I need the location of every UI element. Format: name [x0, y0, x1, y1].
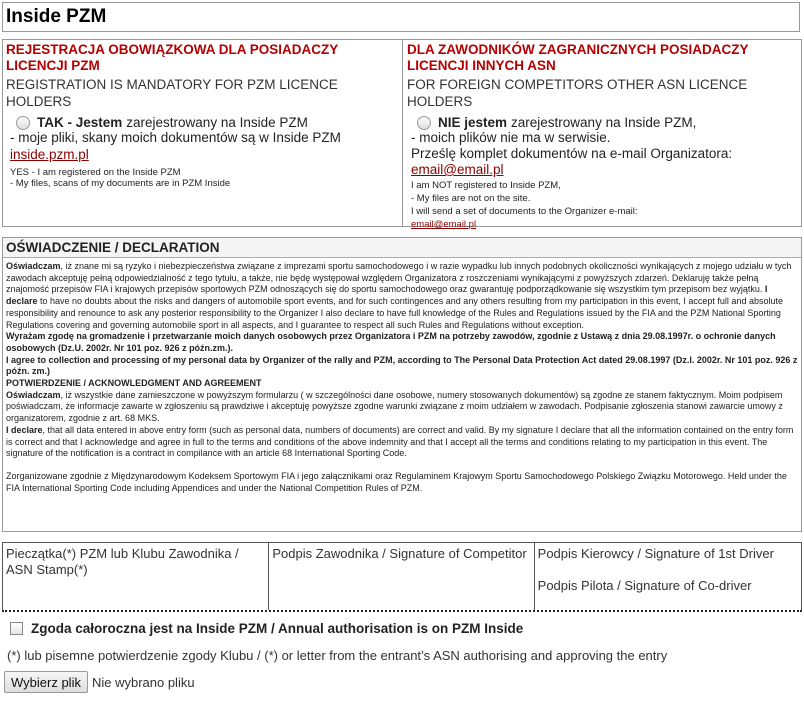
- declaration-consent-polish: Wyrażam zgodę na gromadzenie i przetwarzanie moich danych osobowych przez Organizatora i PZM na potrzeby zawodów, zgodnie z Ustawą z dnia 29.08.1997r. o ochronie danych osobowych (Dz.U. 2002r. Nr 101 poz. 926 z późn.zm.).: [6, 331, 776, 353]
- registered-no-radio[interactable]: [417, 116, 431, 130]
- registration-pzm-title: REJESTRACJA OBOWIĄZKOWA DLA POSIADACZY LICENCJI PZM: [6, 42, 339, 73]
- asn-letter-note: (*) lub pisemne potwierdzenie zgody Klubu / (*) or letter from the entrant’s ASN authorising and approving the entry: [7, 648, 668, 663]
- inside-pzm-link[interactable]: inside.pzm.pl: [10, 147, 89, 162]
- registration-foreign-subtitle: FOR FOREIGN COMPETITORS OTHER ASN LICENCE HOLDERS: [407, 77, 748, 109]
- page-title: Inside PZM: [6, 6, 107, 27]
- declaration-paragraph-data-english: I declare, that all data entered in above entry form (such as personal data, numbers of documents) are correct and valid. By my signature I declare that all the information contained on the entry form is correct and that I acknowledge and agree in full to the terms and conditions of the above indemnity and that I accept all the terms and conditions relating to my participation in this event. The signature of the notification is a contract in compilance with an article 68 International Sporting Code.: [6, 424, 794, 459]
- registration-pzm-subtitle: REGISTRATION IS MANDATORY FOR PZM LICENCE HOLDERS: [6, 77, 338, 109]
- registration-pzm-column: [3, 40, 402, 226]
- file-status: Nie wybrano pliku: [91, 674, 195, 690]
- registered-yes-option[interactable]: [6, 115, 399, 130]
- registered-yes-radio[interactable]: [16, 116, 30, 130]
- annual-authorisation-checkbox[interactable]: [10, 622, 23, 635]
- header-bar: [2, 2, 800, 32]
- organizer-email-link[interactable]: email@email.pl: [411, 162, 504, 177]
- declaration-box: [2, 237, 802, 532]
- registration-foreign-title: DLA ZAWODNIKÓW ZAGRANICZNYCH POSIADACZY LICENCJI INNYCH ASN: [407, 42, 749, 73]
- signature-table: [2, 542, 802, 612]
- registration-foreign-column: [402, 40, 801, 230]
- annual-authorisation-label: Zgoda całoroczna jest na Inside PZM / Annual authorisation is on PZM Inside: [31, 621, 524, 636]
- file-upload: [4, 671, 195, 693]
- declaration-consent-english: I agree to collection and processing of my personal data by Organizer of the rally and PZM, according to The Personal Data Protection Act dated 29.08.1997 (Dz.l. 2002r. Nr 101 poz. 926 z późn. zm.): [6, 354, 798, 377]
- declaration-paragraph-risk: Oświadczam, iż znane mi są ryzyko i niebezpieczeństwa związane z imprezami sportu samochodowego i w razie wypadku lub innych podobnych okoliczności wynikających z mojego udziału w tych zawodach akceptuję pełną odpowiedzialność z tego tytułu, a także, nie będę występował względem Organizatora z roszczeniami wynikającymi z powyższych zdarzeń. Deklaruję także pełną znajomość przepisów FIA i krajowych przepisów sportowych PZM odnoszących się do sportu samochodowego oraz gwarantuję podporządkowanie się wszystkim tym przepisom bez wyjątku. I declare to have no doubts about the risks and dangers of automobile sport events, and for such contingences and any others resulting from my participation in this event, I accept full and absolute responsibility and renounce to ask any posterior responsibility to the Organizer I also declare to have full knowledge of the Rules and Regulations issued by the FIA and the PZM National Sporting Regulations covering and governing automobile sport in all aspects, and I guarantee to respect all such Rules and Regulations without exception.: [6, 261, 792, 330]
- declaration-title: OŚWIADCZENIE / DECLARATION: [3, 238, 801, 258]
- annual-authorisation[interactable]: [10, 621, 523, 636]
- first-driver-signature-label: Podpis Kierowcy / Signature of 1st Driver: [537, 546, 774, 561]
- yes-files-english: - My files, scans of my documents are in PZM Inside: [10, 178, 231, 189]
- organizer-email-small-link[interactable]: email@email.pl: [411, 219, 477, 230]
- declaration-paragraph-data-polish: Oświadczam, iż wszystkie dane zamieszczone w powyższym formularzu ( w szczególności dane osobowe, numery stosowanych dokumentów) są zgodne ze stanem faktycznym. Moim podpisem poświadczam, że informacje zawarte w zgłoszeniu są prawdziwe i akceptuję powyższe zgodne warunki związane z moim udziałem w zawodach. Podpisanie zgłoszenia stanowi zawarcie umowy z organizatorem, zgodnie z art. 68 MKS.: [6, 389, 783, 424]
- registered-no-bold: NIE jestem: [438, 115, 508, 130]
- driver-signature-cell: [534, 543, 801, 610]
- declaration-body: [3, 258, 801, 497]
- registration-box: [2, 39, 802, 230]
- files-not-on-site-english: - My files are not on the site.: [411, 193, 531, 204]
- choose-file-button[interactable]: Wybierz plik: [4, 671, 88, 693]
- stamp-cell: Pieczątka(*) PZM lub Klubu Zawodnika / ASN Stamp(*): [6, 546, 239, 577]
- no-files-line: - moich plików nie ma w serwisie.: [411, 130, 611, 145]
- send-set-english: I will send a set of documents to the Organizer e-mail:: [411, 206, 638, 217]
- registered-no-text: zarejestrowany na Inside PZM,: [511, 115, 697, 130]
- pzm-files-line: - moje pliki, skany moich dokumentów są w Inside PZM: [10, 130, 341, 145]
- registered-no-option[interactable]: [407, 115, 798, 130]
- organized-under-note: Zorganizowane zgodnie z Międzynarodowym Kodeksem Sportowym FIA i jego załącznikami oraz Regulaminem Krajowym Sportu Samochodowego Polskiego Związku Motorowego. Held under the FIA International Sporting Code including Appendices and under the National Competition Rules of PZM.: [6, 470, 787, 493]
- acknowledgment-heading: POTWIERDZENIE / ACKNOWLEDGMENT AND AGREEMENT: [6, 378, 262, 389]
- yes-registered-english: YES - I am registered on the Inside PZM: [10, 167, 181, 178]
- codriver-signature-label: Podpis Pilota / Signature of Co-driver: [537, 578, 752, 593]
- not-registered-english: I am NOT registered to Inside PZM,: [411, 180, 561, 191]
- send-documents-line: Prześlę komplet dokumentów na e-mail Organizatora:: [411, 146, 733, 161]
- registered-yes-text: zarejestrowany na Inside PZM: [126, 115, 308, 130]
- registered-yes-bold: TAK - Jestem: [37, 115, 123, 130]
- competitor-signature-cell: Podpis Zawodnika / Signature of Competitor: [268, 543, 533, 610]
